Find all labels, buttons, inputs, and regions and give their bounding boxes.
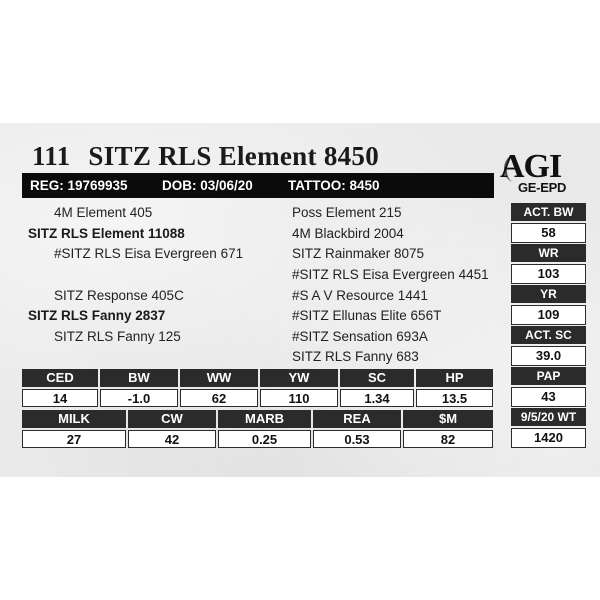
logo-sub-text: GE-EPD	[518, 180, 567, 195]
pedigree-ancestor: 4M Blackbird 2004	[292, 226, 404, 241]
stat-value-weight: 1420	[511, 428, 586, 448]
pedigree-dam-dam: SITZ RLS Fanny 125	[54, 329, 181, 344]
epd-value-marb: 0.25	[218, 430, 311, 448]
lot-number: 111	[32, 141, 71, 171]
stat-value-yr: 109	[511, 305, 586, 325]
agi-logo	[500, 148, 592, 200]
epd-header-yw: YW	[260, 369, 338, 387]
stat-label-wr: WR	[511, 244, 586, 262]
stat-label-act-sc: ACT. SC	[511, 326, 586, 344]
epd-value-milk: 27	[22, 430, 126, 448]
logo-main-text: AGI	[500, 148, 562, 185]
epd-header-rea: REA	[313, 410, 401, 428]
registration-number: REG: 19769935	[30, 178, 128, 193]
epd-header-milk: MILK	[22, 410, 126, 428]
epd-value-row-1	[22, 389, 493, 407]
pedigree-ancestor: SITZ Rainmaker 8075	[292, 246, 425, 261]
stat-label-weight: 9/5/20 WT	[511, 408, 586, 426]
epd-header-ced: CED	[22, 369, 98, 387]
epd-value-cw: 42	[128, 430, 216, 448]
tattoo: TATTOO: 8450	[288, 178, 380, 193]
epd-header-marb: MARB	[218, 410, 311, 428]
animal-name: SITZ RLS Element 8450	[88, 141, 380, 171]
epd-header-dollar-m: $M	[403, 410, 493, 428]
stat-label-pap: PAP	[511, 367, 586, 385]
stat-value-act-bw: 58	[511, 223, 586, 243]
epd-header-ww: WW	[180, 369, 258, 387]
epd-value-ced: 14	[22, 389, 98, 407]
epd-value-row-2	[22, 430, 493, 448]
epd-header-hp: HP	[416, 369, 493, 387]
epd-header-bw: BW	[100, 369, 178, 387]
epd-header-cw: CW	[128, 410, 216, 428]
pedigree-sire-sire: 4M Element 405	[54, 205, 153, 220]
epd-header-sc: SC	[340, 369, 414, 387]
stat-value-wr: 103	[511, 264, 586, 284]
epd-value-ww: 62	[180, 389, 258, 407]
epd-value-rea: 0.53	[313, 430, 401, 448]
stat-label-act-bw: ACT. BW	[511, 203, 586, 221]
pedigree-ancestor: #SITZ RLS Eisa Evergreen 4451	[292, 267, 489, 282]
epd-value-bw: -1.0	[100, 389, 178, 407]
page-title	[32, 141, 379, 172]
pedigree-dam-sire: SITZ Response 405C	[54, 288, 184, 303]
pedigree-sire-dam: #SITZ RLS Eisa Evergreen 671	[54, 246, 244, 261]
epd-value-yw: 110	[260, 389, 338, 407]
pedigree-ancestor: #S A V Resource 1441	[292, 288, 428, 303]
epd-value-dollar-m: 82	[403, 430, 493, 448]
stat-value-act-sc: 39.0	[511, 346, 586, 366]
epd-value-hp: 13.5	[416, 389, 493, 407]
pedigree-ancestor: #SITZ Sensation 693A	[292, 329, 428, 344]
registration-bar	[22, 173, 494, 198]
epd-header-row-2	[22, 410, 493, 428]
stat-label-yr: YR	[511, 285, 586, 303]
date-of-birth: DOB: 03/06/20	[162, 178, 253, 193]
epd-value-sc: 1.34	[340, 389, 414, 407]
stat-value-pap: 43	[511, 387, 586, 407]
pedigree-dam: SITZ RLS Fanny 2837	[28, 308, 166, 323]
epd-header-row-1	[22, 369, 493, 387]
pedigree-ancestor: #SITZ Ellunas Elite 656T	[292, 308, 442, 323]
pedigree-ancestor: Poss Element 215	[292, 205, 402, 220]
pedigree-ancestor: SITZ RLS Fanny 683	[292, 349, 419, 364]
pedigree-sire: SITZ RLS Element 11088	[28, 226, 185, 241]
